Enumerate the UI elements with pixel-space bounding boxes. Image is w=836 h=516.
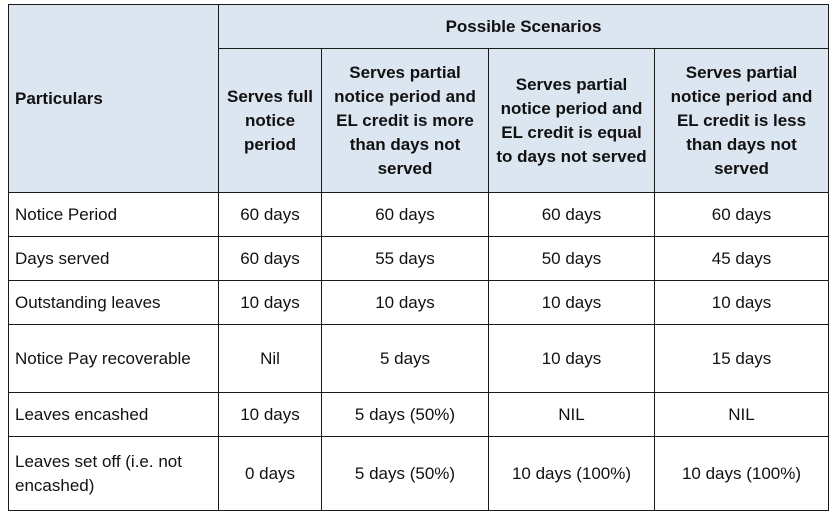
scenario-header-1: Serves full notice period: [219, 49, 322, 193]
scenario-header-2: Serves partial notice period and EL credit is more than days not served: [322, 49, 489, 193]
table-cell: 5 days (50%): [322, 437, 489, 511]
table-cell: 50 days: [489, 237, 655, 281]
table-cell: 10 days: [219, 281, 322, 325]
scenario-header-4: Serves partial notice period and EL credit is less than days not served: [655, 49, 829, 193]
table-cell: 10 days: [219, 393, 322, 437]
scenario-header-3: Serves partial notice period and EL credit is equal to days not served: [489, 49, 655, 193]
table-cell: 60 days: [655, 193, 829, 237]
particulars-header: Particulars: [9, 5, 219, 193]
row-label: Days served: [9, 237, 219, 281]
row-label: Notice Period: [9, 193, 219, 237]
table-cell: 10 days: [489, 281, 655, 325]
table-cell: 5 days: [322, 325, 489, 393]
table-row: [9, 237, 829, 281]
table-row: [9, 437, 829, 511]
possible-scenarios-header: Possible Scenarios: [219, 5, 829, 49]
table-row: [9, 281, 829, 325]
header-row-group: [9, 5, 829, 49]
table-cell: 60 days: [322, 193, 489, 237]
table-cell: 0 days: [219, 437, 322, 511]
row-label: Outstanding leaves: [9, 281, 219, 325]
table-cell: 5 days (50%): [322, 393, 489, 437]
table-cell: 55 days: [322, 237, 489, 281]
scenarios-table: [8, 4, 829, 511]
table-cell: 45 days: [655, 237, 829, 281]
row-label: Leaves encashed: [9, 393, 219, 437]
row-label: Notice Pay recoverable: [9, 325, 219, 393]
table-cell: 60 days: [489, 193, 655, 237]
table-cell: 10 days (100%): [489, 437, 655, 511]
table-cell: 15 days: [655, 325, 829, 393]
table-row: [9, 193, 829, 237]
table-cell: 10 days: [655, 281, 829, 325]
table-cell: 60 days: [219, 237, 322, 281]
table-cell: Nil: [219, 325, 322, 393]
table-cell: 60 days: [219, 193, 322, 237]
table-cell: NIL: [489, 393, 655, 437]
row-label: Leaves set off (i.e. not encashed): [9, 437, 219, 511]
table-cell: 10 days: [322, 281, 489, 325]
table-cell: 10 days (100%): [655, 437, 829, 511]
table-row: [9, 325, 829, 393]
table-row: [9, 393, 829, 437]
table-cell: NIL: [655, 393, 829, 437]
table-cell: 10 days: [489, 325, 655, 393]
